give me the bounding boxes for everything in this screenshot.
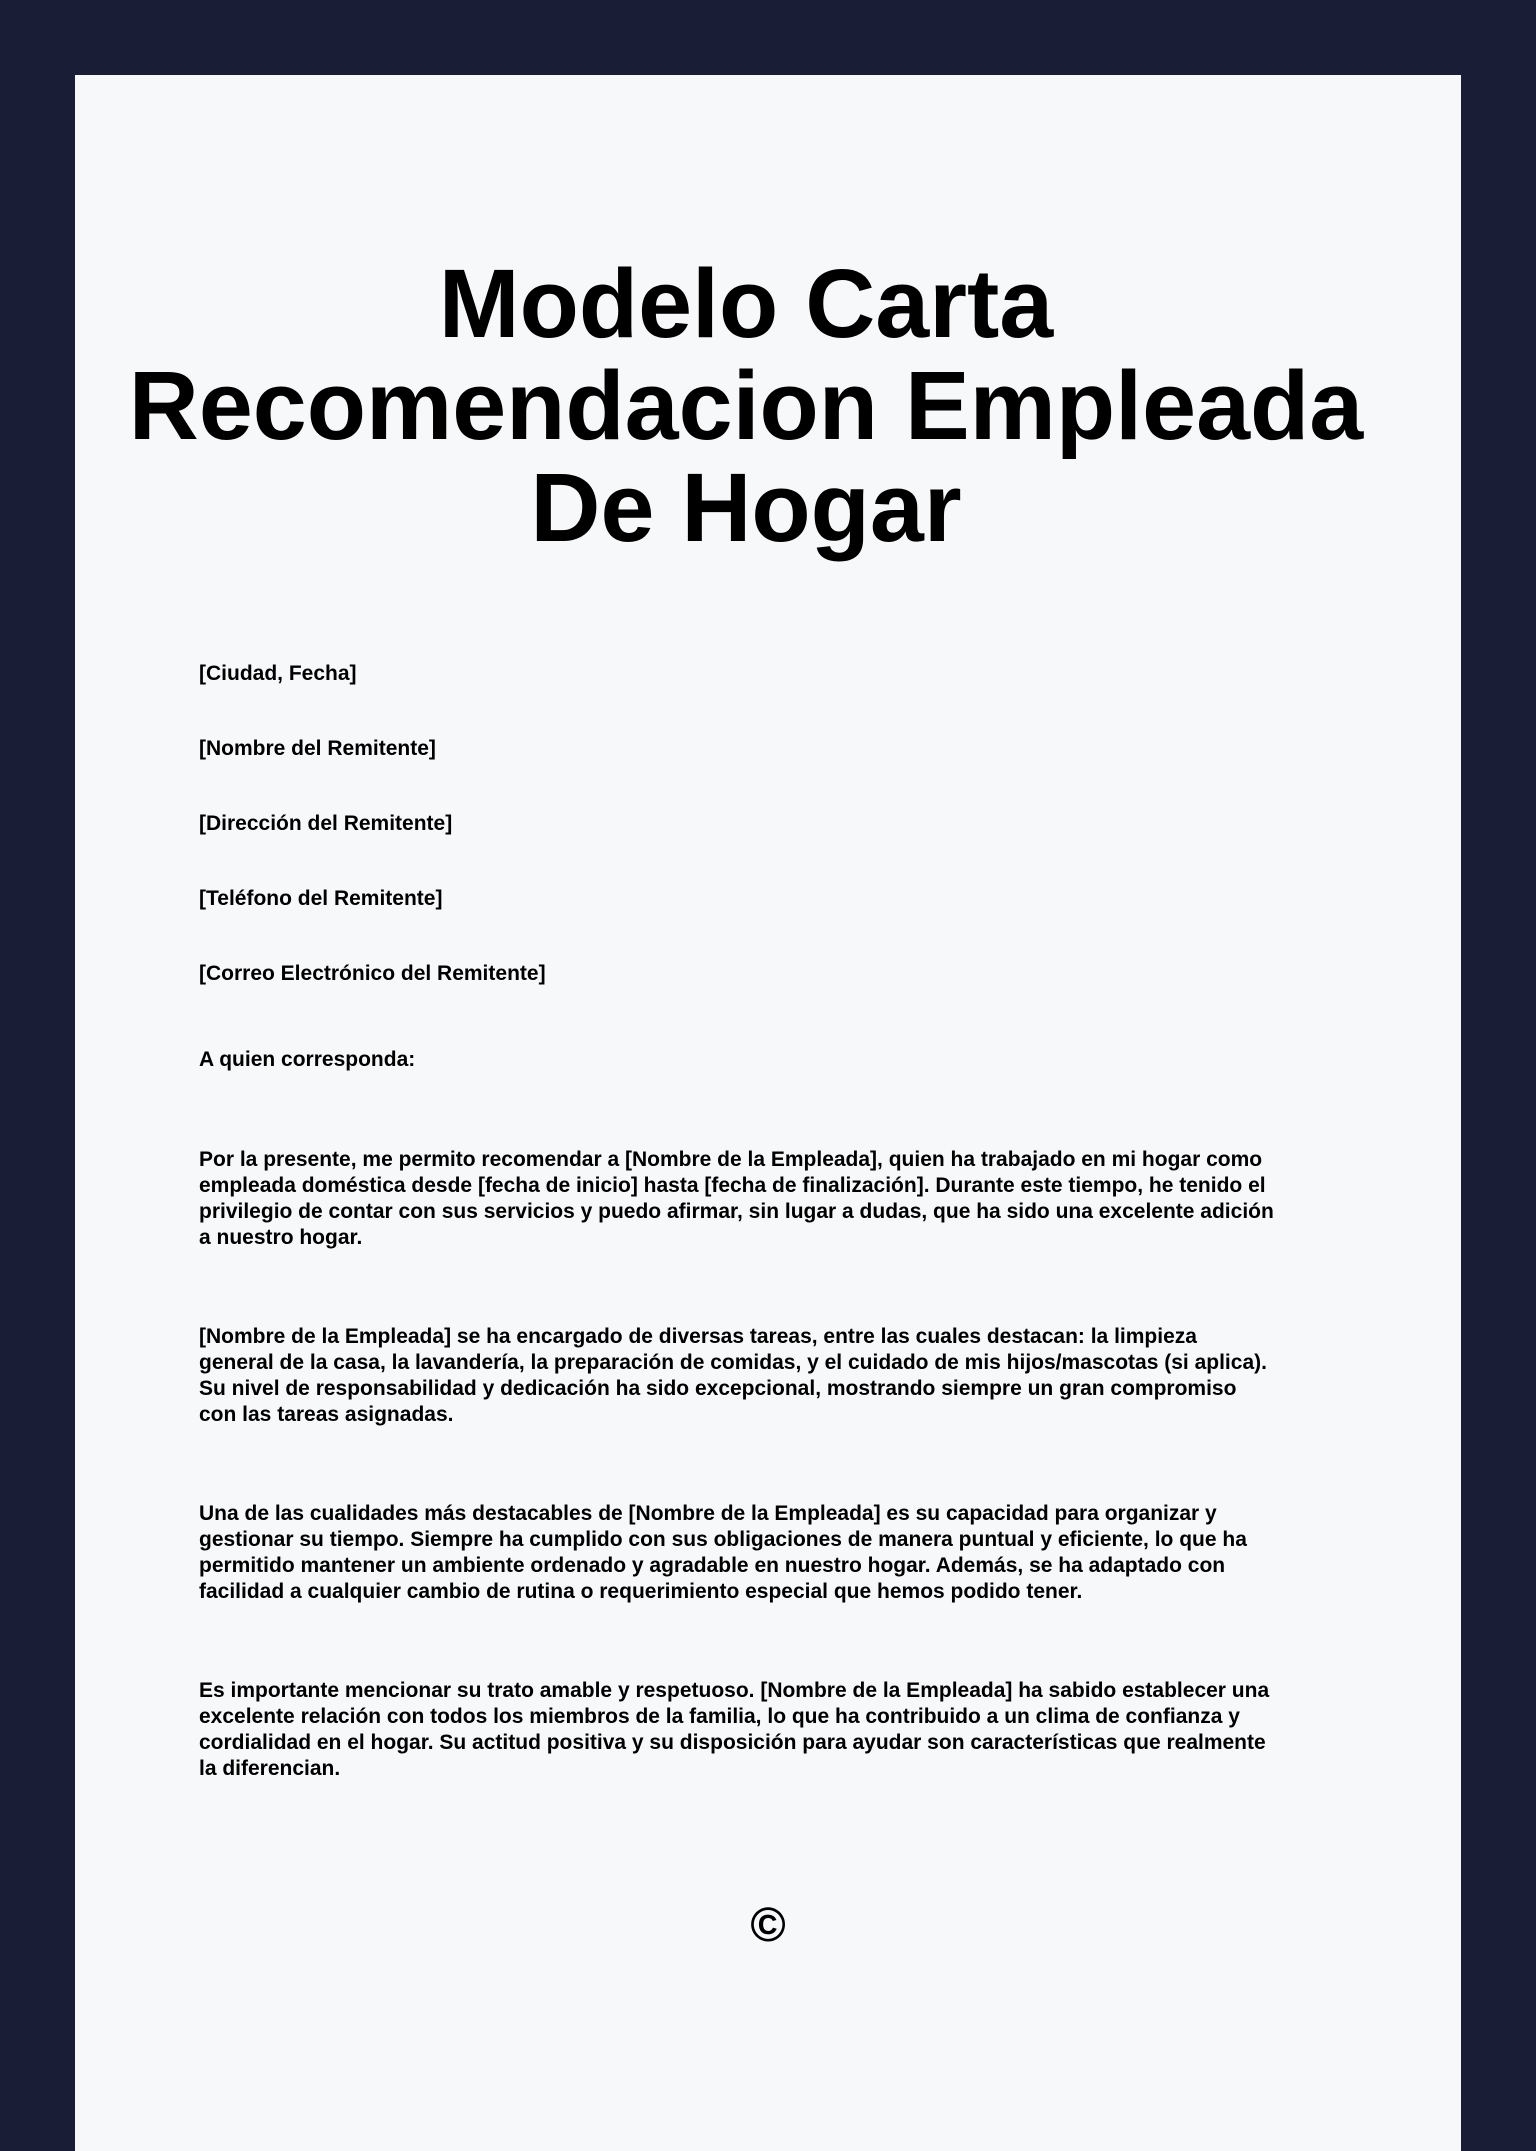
letter-paragraph-relationship: Es importante mencionar su trato amable y respetuoso. [Nombre de la Empleada] ha sabido establecer una excelente relación con todos los miembros de la familia, lo que ha contribuido a un clima de confianza y cordialidad en el hogar. Su actitud positiva y su disposición para ayudar son características que realmente la diferencian. [199,1679,1270,1780]
letter-body [199,661,1276,1782]
copyright-icon: © [750,1899,786,1952]
address-line-sender-name: [Nombre del Remitente] [199,737,436,760]
address-line-sender-phone: [Teléfono del Remitente] [199,887,443,910]
address-line-sender-email: [Correo Electrónico del Remitente] [199,962,546,985]
salutation: A quien corresponda: [199,1048,416,1071]
document-page [75,75,1461,2151]
letter-paragraph-tasks: [Nombre de la Empleada] se ha encargado de diversas tareas, entre las cuales destacan: la limpieza general de la casa, la lavandería, la preparación de comidas, y el cuidado de mis hijos/mascotas (si aplica). Su nivel de responsabilidad y dedicación ha sido excepcional, mostrando siempre un gran compromiso con las tareas asignadas. [199,1325,1267,1426]
letter-paragraph-qualities: Una de las cualidades más destacables de [Nombre de la Empleada] es su capacidad para organizar y gestionar su tiempo. Siempre ha cumplido con sus obligaciones de manera puntual y eficiente, lo que ha permitido mantener un ambiente ordenado y agradable en nuestro hogar. Además, se ha adaptado con facilidad a cualquier cambio de rutina o requerimiento especial que hemos podido tener. [199,1502,1247,1603]
address-line-city-date: [Ciudad, Fecha] [199,662,357,685]
page-title: Modelo Carta Recomendacion Empleada De Hogar [128,249,1364,562]
letter-paragraph-introduction: Por la presente, me permito recomendar a [Nombre de la Empleada], quien ha trabajado en mi hogar como empleada doméstica desde [fecha de inicio] hasta [fecha de finalización]. Durante este tiempo, he tenido el privilegio de contar con sus servicios y puedo afirmar, sin lugar a dudas, que ha sido una excelente adición a nuestro hogar. [199,1148,1274,1249]
address-line-sender-address: [Dirección del Remitente] [199,812,453,835]
